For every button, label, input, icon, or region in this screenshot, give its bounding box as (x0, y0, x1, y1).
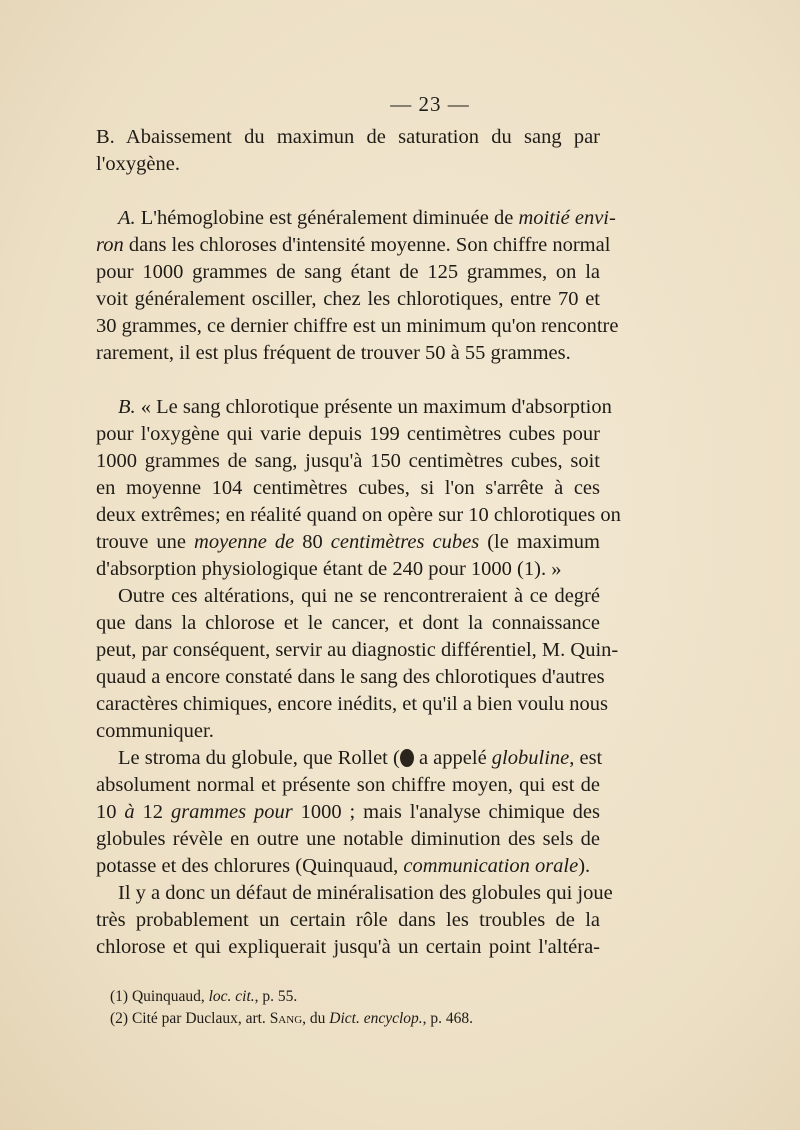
text-line: Outre ces altérations, qui ne se rencontreraient à ce degré (118, 585, 600, 607)
text-line: potasse et des chlorures (Quinquaud, communication orale). (96, 855, 591, 877)
paragraph-marker: A. (118, 207, 136, 229)
paragraph-a (96, 205, 619, 367)
ink-blot-footnote-mark (400, 749, 414, 767)
text-line: très probablement un certain rôle dans les troubles de la (96, 909, 600, 931)
paragraph-b (96, 394, 621, 583)
text-line: que dans la chlorose et le cancer, et dont la connaissance (96, 612, 600, 634)
footnote-1: (1) Quinquaud, loc. cit., p. 55. (110, 988, 298, 1005)
text-line: B. « Le sang chlorotique présente un maximum d'absorption (118, 396, 612, 418)
text-line: peut, par conséquent, servir au diagnostic différentiel, M. Quin- (96, 639, 619, 661)
text-line: pour l'oxygène qui varie depuis 199 centimètres cubes pour (96, 423, 600, 445)
page-number: — 23 — (390, 92, 470, 116)
footnotes (110, 986, 580, 1030)
text-line: en moyenne 104 centimètres cubes, si l'on s'arrête à ces (96, 477, 600, 499)
text-line: ron dans les chloroses d'intensité moyenne. Son chiffre normal (96, 234, 611, 256)
body-text (96, 124, 621, 961)
text-line: trouve une moyenne de 80 centimètres cubes (le maximum (96, 531, 600, 553)
paragraph-marker: B. (118, 396, 136, 418)
paragraph-e (96, 880, 613, 961)
text-line: rarement, il est plus fréquent de trouver 50 à 55 grammes. (96, 342, 571, 364)
paragraph-c (96, 583, 619, 745)
text-line: caractères chimiques, encore inédits, et qu'il a bien voulu nous (96, 693, 609, 715)
text-line: quaud a encore constaté dans le sang des chlorotiques d'autres (96, 666, 605, 688)
text-line: Le stroma du globule, que Rollet ( a appelé globuline, est (118, 747, 603, 769)
text-line: 30 grammes, ce dernier chiffre est un minimum qu'on rencontre (96, 315, 619, 337)
text-line: B. Abaissement du maximun de saturation du sang par (96, 126, 600, 148)
text-line: deux extrêmes; en réalité quand on opère sur 10 chlorotiques on (96, 504, 621, 526)
text-line: Il y a donc un défaut de minéralisation des globules qui joue (118, 882, 613, 904)
text-line: d'absorption physiologique étant de 240 pour 1000 (1). » (96, 558, 562, 580)
text-line: globules révèle en outre une notable diminution des sels de (96, 828, 600, 850)
text-line: voit généralement osciller, chez les chlorotiques, entre 70 et (96, 288, 600, 310)
text-line: chlorose et qui expliquerait jusqu'à un certain point l'altéra- (96, 936, 600, 958)
text-line: A. L'hémoglobine est généralement diminuée de moitié envi- (118, 207, 616, 229)
text-line: absolument normal et présente son chiffre moyen, qui est de (96, 774, 600, 796)
text-line: l'oxygène. (96, 153, 180, 175)
footnote-2: (2) Cité par Duclaux, art. Sang, du Dict. encyclop., p. 468. (110, 1010, 474, 1027)
section-b-heading (96, 124, 600, 178)
paragraph-d (96, 745, 603, 880)
text-line: communiquer. (96, 720, 214, 742)
text-line: 10 à 12 grammes pour 1000 ; mais l'analyse chimique des (96, 801, 601, 823)
text-line: pour 1000 grammes de sang étant de 125 grammes, on la (96, 261, 600, 283)
text-line: 1000 grammes de sang, jusqu'à 150 centimètres cubes, soit (96, 450, 600, 472)
